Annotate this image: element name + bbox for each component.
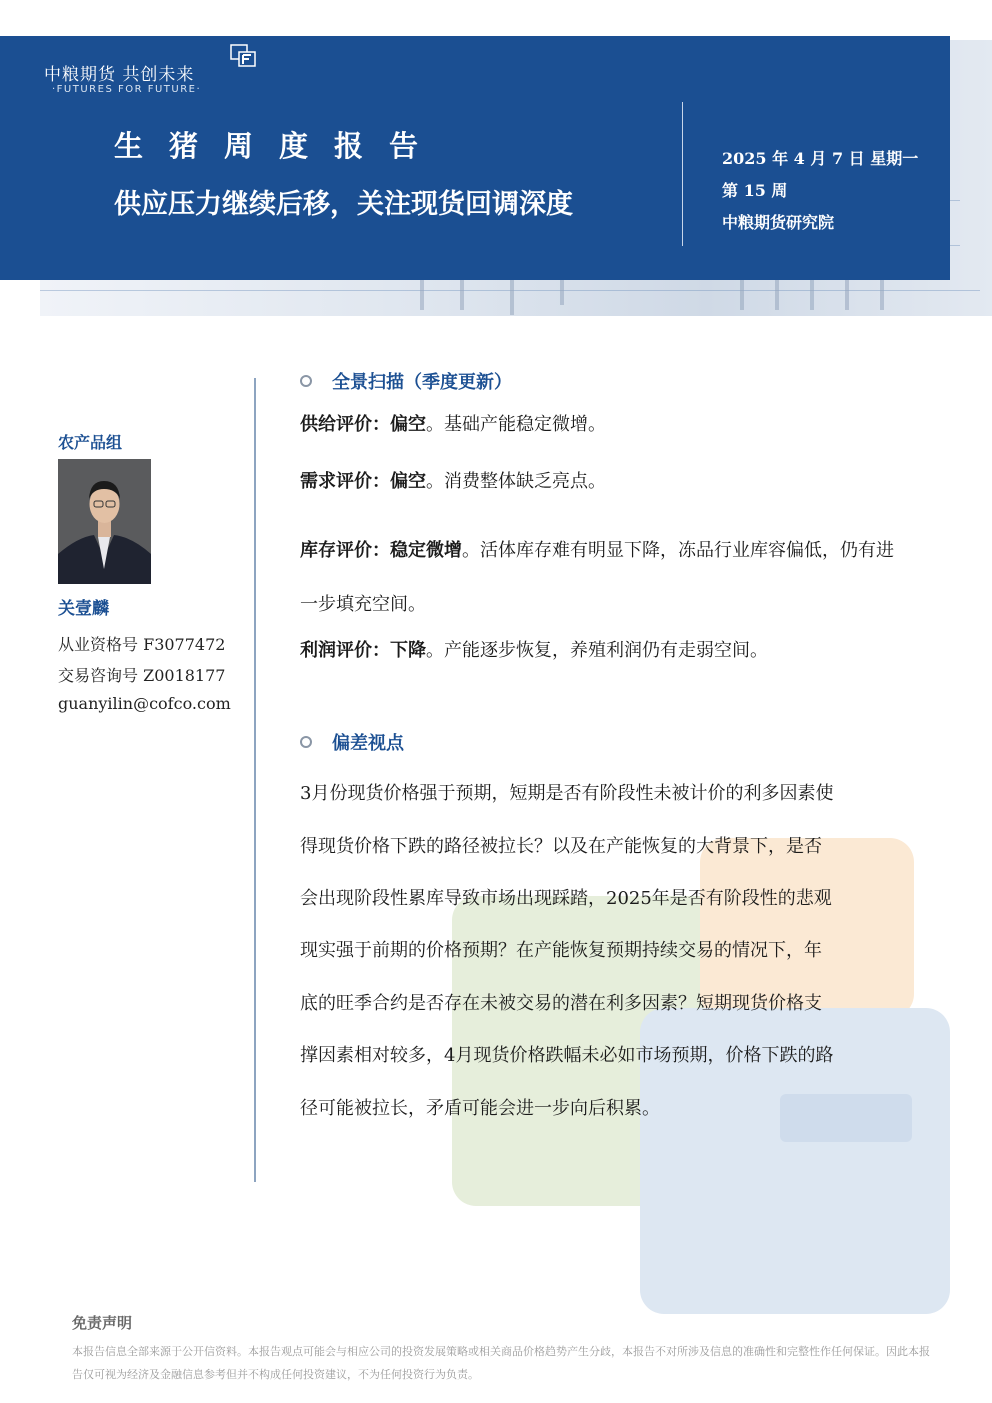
report-week: 第 15 周	[722, 181, 788, 200]
deviation-line: 径可能被拉长，矛盾可能会进一步向后积累。	[300, 1098, 660, 1119]
rating-supply: 供给评价：偏空。基础产能稳定微增。	[300, 414, 606, 435]
bullet-circle-icon	[300, 375, 312, 387]
deviation-line: 底的旺季合约是否存在未被交易的潜在利多因素？短期现货价格支	[300, 993, 822, 1014]
header-divider	[682, 102, 683, 246]
deviation-line: 撑因素相对较多，4月现货价格跌幅未必如市场预期，价格下跌的路	[300, 1045, 834, 1066]
disclaimer-title: 免责声明	[72, 1314, 133, 1332]
report-title: 生猪周度报告	[114, 129, 445, 163]
deviation-line: 得现货价格下跌的路径被拉长？以及在产能恢复的大背景下，是否	[300, 836, 822, 857]
report-subtitle: 供应压力继续后移，关注现货回调深度	[114, 189, 573, 220]
company-logo-slogan: ·FUTURES FOR FUTURE·	[52, 84, 202, 95]
section-heading-deviation: 偏差视点	[300, 729, 404, 755]
rating-inventory: 库存评价：稳定微增。活体库存难有明显下降，冻品行业库容偏低，仍有进一步填充空间。	[300, 540, 894, 615]
deviation-line: 会出现阶段性累库导致市场出现踩踏，2025年是否有阶段性的悲观	[300, 888, 832, 909]
deviation-line: 现实强于前期的价格预期？在产能恢复预期持续交易的情况下，年	[300, 940, 822, 961]
company-logo-text: 中粮期货 共创未来	[44, 65, 195, 85]
author-name: 关壹麟	[58, 599, 109, 619]
deviation-line: 3月份现货价格强于预期，短期是否有阶段性未被计价的利多因素使	[300, 783, 834, 804]
report-institute: 中粮期货研究院	[722, 213, 835, 232]
rating-profit: 利润评价：下降。产能逐步恢复，养殖利润仍有走弱空间。	[300, 640, 768, 661]
sidebar-divider	[254, 378, 256, 1182]
bullet-circle-icon	[300, 736, 312, 748]
company-logo-icon	[230, 44, 256, 68]
research-group: 农产品组	[58, 433, 123, 452]
author-qualification: 从业资格号 F3077472	[58, 635, 226, 654]
rating-demand: 需求评价：偏空。消费整体缺乏亮点。	[300, 471, 606, 492]
author-photo	[58, 459, 151, 584]
decor-block-blue-small	[780, 1094, 912, 1142]
report-date: 2025 年 4 月 7 日 星期一	[722, 149, 919, 168]
author-consult-number: 交易咨询号 Z0018177	[58, 666, 226, 685]
disclaimer-text: 本报告信息全部来源于公开信资料。本报告观点可能会与相应公司的投资发展策略或相关商品价格趋势产生分歧，本报告不对所涉及信息的准确性和完整性作任何保证。因此本报告仅可视为经济及金融信息参考但并不构成任何投资建议，不为任何投资行为负责。	[72, 1345, 930, 1381]
section-heading-overview: 全景扫描（季度更新）	[300, 368, 512, 394]
author-email[interactable]: guanyilin@cofco.com	[58, 694, 231, 713]
